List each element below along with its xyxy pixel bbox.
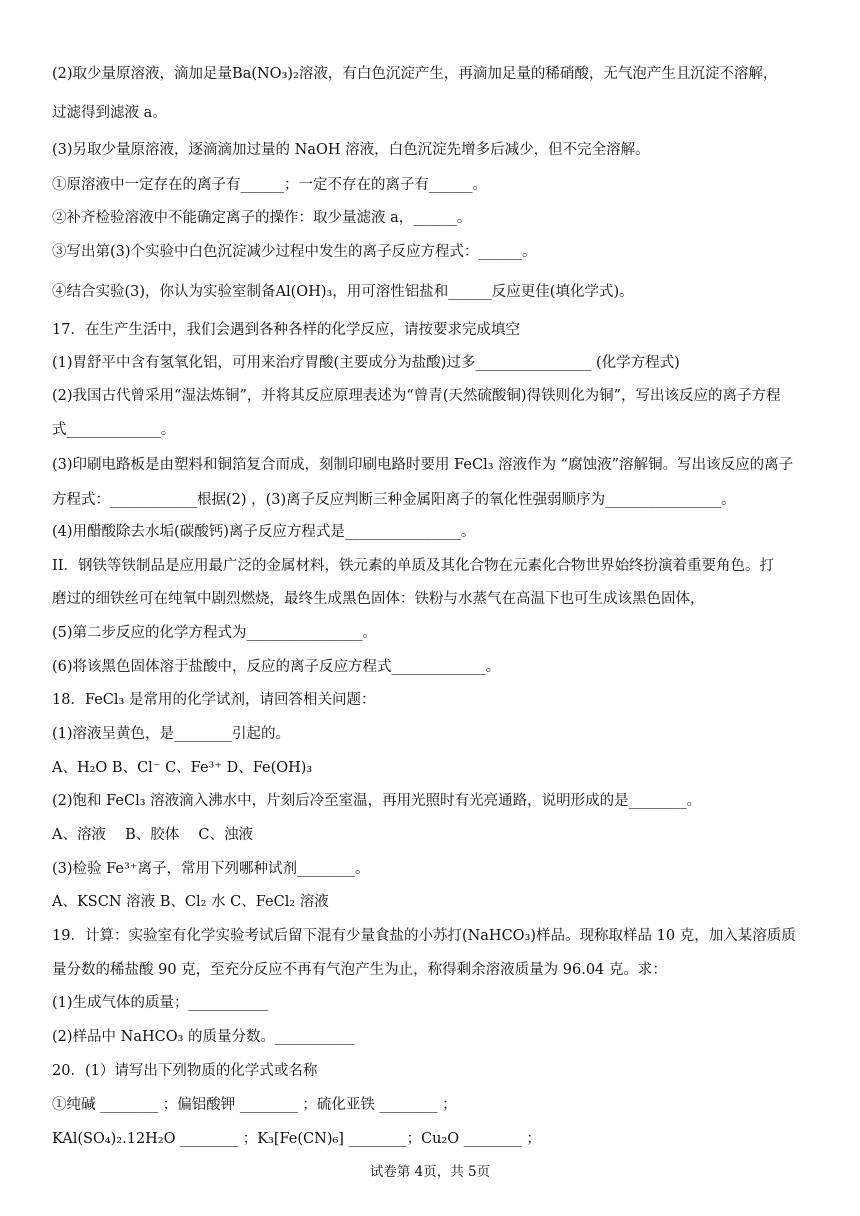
text-line: (3)印刷电路板是由塑料和铜箔复合而成，刻制印刷电路时要用 FeCl₃ 溶液作为 “腐蚀液”溶解铜。写出该反应的离子 [52,457,794,473]
question-20-stem: 20．(1）请写出下列物质的化学式或名称 [52,1063,318,1079]
page-footer: 试卷第 4页，共 5页 [369,1164,491,1180]
text-line: ①原溶液中一定存在的离子有______；一定不存在的离子有______。 [52,177,487,193]
answer-options: A、KSCN 溶液 B、Cl₂ 水 C、FeCl₂ 溶液 [52,894,329,910]
text-line: (3)另取少量原溶液，逐滴滴加过量的 NaOH 溶液，白色沉淀先增多后减少，但不完全溶解。 [52,142,650,158]
text-line: 量分数的稀盐酸 90 克，至充分反应不再有气泡产生为止，称得剩余溶液质量为 96.04 克。求： [52,962,667,978]
text-line: ③写出第(3)个实验中白色沉淀减少过程中发生的离子反应方程式：______。 [52,244,537,260]
question-19-stem: 19．计算：实验室有化学实验考试后留下混有少量食盐的小苏打(NaHCO₃)样品。现称取样品 10 克，加入某溶质质 [52,928,796,944]
text-line: (1)溶液呈黄色，是________引起的。 [52,726,291,742]
text-line: (6)将该黑色固体溶于盐酸中，反应的离子反应方程式_____________。 [52,659,501,675]
text-line: 式_____________。 [52,422,176,438]
text-line: 方程式：____________根据(2) ，(3)离子反应判断三种金属阳离子的氧化性强弱顺序为________________。 [52,492,736,508]
text-line: ②补齐检验溶液中不能确定离子的操作：取少量滤液 a，______。 [52,210,472,226]
answer-options: A、溶液 B、胶体 C、浊液 [52,827,253,843]
text-line: (2)取少量原溶液，滴加足量Ba(NO₃)₂溶液，有白色沉淀产生，再滴加足量的稀硝酸，无气泡产生且沉淀不溶解， [52,66,778,82]
text-line: (5)第二步反应的化学方程式为________________。 [52,625,378,641]
text-line: (1)胃舒平中含有氢氧化铝，可用来治疗胃酸(主要成分为盐酸)过多________________ (化学方程式) [52,355,680,371]
text-line: (2)样品中 NaHCO₃ 的质量分数。___________ [52,1029,355,1045]
text-line: (2)饱和 FeCl₃ 溶液滴入沸水中，片刻后冷至室温，再用光照时有光亮通路，说明形成的是________。 [52,793,702,809]
question-18-stem: 18．FeCl₃ 是常用的化学试剂，请回答相关问题： [52,692,376,708]
text-line: (2)我国古代曾采用“湿法炼铜”，并将其反应原理表述为“曾青(天然硫酸铜)得铁则化为铜”，写出该反应的离子方程 [52,388,781,404]
text-line: (3)检验 Fe³⁺离子，常用下列哪种试剂________。 [52,861,370,877]
text-line: (4)用醋酸除去水垢(碳酸钙)离子反应方程式是________________。 [52,524,476,540]
section-ii-text: II．钢铁等铁制品是应用最广泛的金属材料，铁元素的单质及其化合物在元素化合物世界始终扮演着重要角色。打 [52,558,774,574]
text-line: 磨过的细铁丝可在纯氧中剧烈燃烧，最终生成黑色固体：铁粉与水蒸气在高温下也可生成该黑色固体， [52,591,705,607]
answer-options: A、H₂O B、Cl⁻ C、Fe³⁺ D、Fe(OH)₃ [52,760,313,776]
text-line: KAl(SO₄)₂.12H₂O ________ ；K₃[Fe(CN)₆] ________；Cu₂O ________ ； [52,1131,541,1147]
text-line: (1)生成气体的质量；___________ [52,995,269,1011]
text-line: ④结合实验(3)，你认为实验室制备Al(OH)₃，用可溶性铝盐和______反应更佳(填化学式)。 [52,284,634,300]
text-line: 过滤得到滤液 a。 [52,105,167,121]
text-line: ①纯碱 ________ ；偏铝酸钾 ________ ；硫化亚铁 ________ ； [52,1097,457,1113]
question-17-stem: 17．在生产生活中，我们会遇到各种各样的化学反应，请按要求完成填空 [52,322,520,338]
